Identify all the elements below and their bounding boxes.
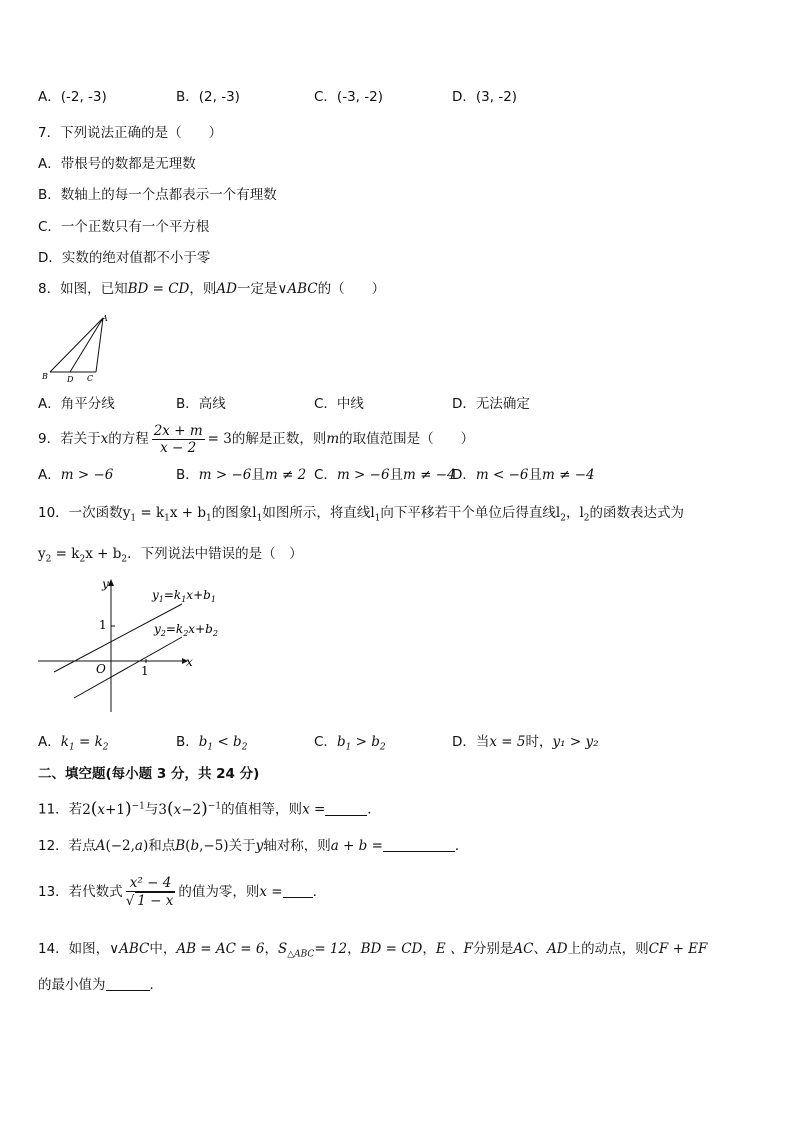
q6-option-c: C．(-3, -2) — [314, 89, 383, 105]
q9-option-d-expr1: m < −6 — [475, 467, 529, 483]
q14-prefix: 14．如图， — [38, 941, 110, 957]
q10-line-l2 — [74, 637, 182, 698]
q13-denominator-wrap — [126, 892, 176, 909]
q8-stem-prefix: 8．如图，已知 — [38, 281, 128, 297]
q10-stem-line1 — [38, 504, 684, 528]
q8-label-b: B — [42, 372, 48, 381]
q14-sum: CF + EF — [648, 941, 708, 957]
q8-option-b: B．高线 — [176, 396, 226, 412]
q10-option-a-expr: $k_1 = k_2$ — [60, 734, 109, 753]
q12-answer-blank[interactable] — [383, 837, 455, 852]
q9-eq-tail: = 3 — [207, 431, 232, 447]
q10-l2-a: $l_2$ — [555, 505, 566, 524]
q14-sep1: ， — [264, 941, 278, 957]
q9-stem — [38, 420, 474, 458]
q14-area-symbol: $S_{\triangle ABC}$ — [277, 941, 315, 960]
q7-option-a: A．带根号的数都是无理数 — [38, 156, 196, 172]
q10-option-d-x5: x = 5 — [489, 734, 526, 750]
q10-option-a — [38, 733, 108, 757]
q14-triangle: ∨ABC — [109, 941, 150, 957]
q9-option-a-label: A． — [38, 467, 61, 483]
q9-option-b-expr1: m > −6 — [198, 467, 252, 483]
q8-option-a: A．角平分线 — [38, 396, 115, 412]
q9-option-b-label: B． — [176, 467, 199, 483]
q10-option-c-label: C． — [314, 734, 337, 750]
q9-option-c — [314, 466, 456, 484]
q14-sep2: ， — [347, 941, 361, 957]
q10-option-d — [452, 733, 599, 751]
q11-expr2: $3(x-2)^{-1}$ — [158, 798, 222, 819]
q14-dun: 、 — [533, 941, 547, 957]
q13-x: x = — [259, 884, 283, 900]
q8-triangle: ∨ABC — [277, 281, 318, 297]
q12-expr: a + b = — [330, 838, 383, 854]
q6-option-a: A．(-2, -3) — [38, 89, 107, 105]
q10-label-one-x: 1 — [141, 664, 149, 678]
q14-stem-line1 — [38, 940, 707, 964]
q10-option-b-label: B． — [176, 734, 199, 750]
q10-stem2-suffix: ．下列说法中错误的是（ ） — [127, 546, 303, 562]
q7-option-d: D．实数的绝对值都不小于零 — [38, 250, 211, 266]
q13-numerator: x² − 4 — [126, 875, 176, 892]
q14-line2: 的最小值为 — [38, 977, 106, 993]
q14-answer-blank[interactable] — [106, 976, 150, 991]
q9-stem-suffix: 的取值范围是（ ） — [339, 431, 475, 447]
q14-ac: AC — [513, 941, 534, 957]
q8-segment-ab — [50, 318, 103, 372]
q13-sqrt-icon: √ — [125, 893, 135, 909]
q14-mid: 中， — [149, 941, 177, 957]
q12-mid3: 轴对称，则 — [263, 838, 331, 854]
q9-option-d-and: 且 — [528, 467, 543, 483]
q13-fraction — [126, 875, 176, 909]
q8-triangle-figure — [38, 310, 118, 390]
q9-stem-prefix: 9．若关于 — [38, 431, 101, 447]
q10-option-a-label: A． — [38, 734, 61, 750]
q12-point-a: A(−2,a) — [95, 838, 149, 854]
q11-stem — [38, 795, 381, 821]
q10-option-d-when: 时， — [525, 734, 553, 750]
q8-stem-mid: ，则 — [189, 281, 217, 297]
q8-stem-suffix: 的（ ） — [317, 281, 386, 297]
q10-line-l1 — [54, 604, 182, 672]
q9-fraction — [152, 423, 205, 456]
q10-stem1-mid4: ， — [565, 505, 580, 521]
q10-label-one-y: 1 — [99, 618, 107, 632]
q10-option-c — [314, 733, 386, 757]
q11-expr1: $2(x+1)^{-1}$ — [82, 798, 145, 819]
q9-option-c-expr2: m ≠ −4 — [403, 467, 456, 483]
q14-mid2: 分别是 — [472, 941, 514, 957]
q10-eq-y2: $y_2 = k_2x + b_2$ — [38, 546, 128, 565]
q9-option-d-expr2: m ≠ −4 — [542, 467, 595, 483]
q10-option-c-expr: $b_1 > b_2$ — [336, 734, 386, 753]
q10-graph — [36, 574, 236, 719]
q10-stem-line2 — [38, 545, 303, 569]
q12-end: ． — [454, 838, 469, 854]
q8-option-d: D．无法确定 — [452, 396, 530, 412]
q10-eq-y1: $y_1 = k_1x + b_1$ — [122, 505, 212, 524]
q11-mid: 与 — [144, 801, 159, 818]
q10-l1-b: $l_1$ — [370, 505, 381, 524]
q7-option-c: C．一个正数只有一个平方根 — [38, 219, 210, 235]
q9-option-c-label: C． — [314, 467, 337, 483]
q11-suffix: 的值相等，则 — [221, 801, 303, 818]
q10-stem1-suffix: 的函数表达式为 — [589, 505, 685, 521]
q8-segment-ac — [96, 318, 103, 372]
q10-stem1-mid2: 如图所示，将直线 — [262, 505, 371, 521]
q12-mid: 和点 — [148, 838, 176, 854]
q6-option-d: D．(3, -2) — [452, 89, 518, 105]
q10-label-origin: O — [96, 662, 106, 676]
q12-stem — [38, 837, 468, 855]
q9-option-c-expr1: m > −6 — [336, 467, 390, 483]
q10-option-b — [176, 733, 247, 757]
q9-option-d-label: D． — [452, 467, 476, 483]
q9-option-c-and: 且 — [389, 467, 404, 483]
q8-label-a: A — [102, 314, 108, 323]
q10-stem1-mid: 的图象 — [211, 505, 253, 521]
q14-area-value: = 12 — [314, 941, 348, 957]
q10-label-l2: $y_2=k_2x+b_2$ — [154, 622, 218, 638]
q9-option-a-expr: m > −6 — [60, 467, 114, 483]
q8-stem — [38, 280, 385, 298]
q8-stem-mid2: 一定是 — [236, 281, 278, 297]
q8-label-d: D — [67, 375, 74, 384]
q10-l1-a: $l_1$ — [252, 505, 263, 524]
q9-option-b-expr2: m ≠ 2 — [264, 467, 307, 483]
q9-x: x — [100, 431, 109, 447]
q9-option-a — [38, 466, 113, 484]
section-2-title: 二、填空题(每小题 3 分，共 24 分) — [38, 766, 260, 782]
q12-mid2: 关于 — [228, 838, 256, 854]
q11-x: x = — [302, 801, 326, 818]
q14-eq3: BD = CD — [360, 941, 423, 957]
q11-prefix: 11．若 — [38, 801, 83, 818]
q13-answer-blank[interactable] — [283, 883, 313, 898]
q10-option-d-cmp: y₁ > y₂ — [552, 734, 599, 750]
q14-end: ． — [149, 977, 163, 993]
q9-numerator: 2x + m — [153, 422, 203, 439]
q7-option-b: B．数轴上的每一个点都表示一个有理数 — [38, 187, 277, 203]
q14-eq1: AB = AC = 6 — [176, 941, 265, 957]
q10-l2-b: $l_2$ — [579, 505, 590, 524]
q6-option-b: B．(2, -3) — [176, 89, 240, 105]
q14-ad: AD — [547, 941, 568, 957]
q10-y-arrow — [108, 579, 114, 586]
q9-stem-mid2: 的解是正数，则 — [231, 431, 327, 447]
q9-denominator: x − 2 — [160, 439, 197, 456]
q10-option-b-expr: $b_1 < b_2$ — [198, 734, 248, 753]
q10-stem1-mid3: 向下平移若干个单位后得直线 — [380, 505, 556, 521]
q10-stem1-prefix: 10．一次函数 — [38, 505, 123, 521]
q10-option-d-label: D．当 — [452, 734, 490, 750]
q14-sep3: ， — [422, 941, 436, 957]
q8-var: AD — [216, 281, 237, 297]
q9-stem-mid: 的方程 — [108, 431, 149, 447]
q8-label-c: C — [87, 374, 94, 383]
q14-stem-line2 — [38, 976, 163, 994]
q13-suffix: 的值为零，则 — [178, 884, 260, 900]
q8-eq: BD = CD — [127, 281, 190, 297]
q8-segment-ad — [70, 318, 103, 372]
q11-end: ． — [367, 801, 381, 818]
q12-point-b: B(b,−5) — [175, 838, 229, 854]
q13-end: ． — [312, 884, 327, 900]
q9-option-b — [176, 466, 306, 484]
q8-option-c: C．中线 — [314, 396, 364, 412]
q9-option-d — [452, 466, 595, 484]
q12-y: y — [255, 838, 264, 854]
q14-ef: E 、F — [435, 941, 473, 957]
q9-option-b-and: 且 — [251, 467, 265, 483]
q12-prefix: 12．若点 — [38, 838, 96, 854]
q11-answer-blank[interactable] — [325, 801, 367, 816]
q13-denominator: 1 − x — [137, 893, 174, 909]
q14-mid3: 上的动点，则 — [567, 941, 649, 957]
q10-label-y: y — [102, 577, 109, 591]
q10-label-x: x — [186, 655, 193, 669]
q13-stem — [38, 868, 326, 916]
q10-label-l1: $y_1=k_1x+b_1$ — [152, 588, 216, 604]
q9-m: m — [326, 431, 340, 447]
q13-prefix: 13．若代数式 — [38, 884, 123, 900]
q7-stem: 7．下列说法正确的是（ ） — [38, 125, 223, 141]
